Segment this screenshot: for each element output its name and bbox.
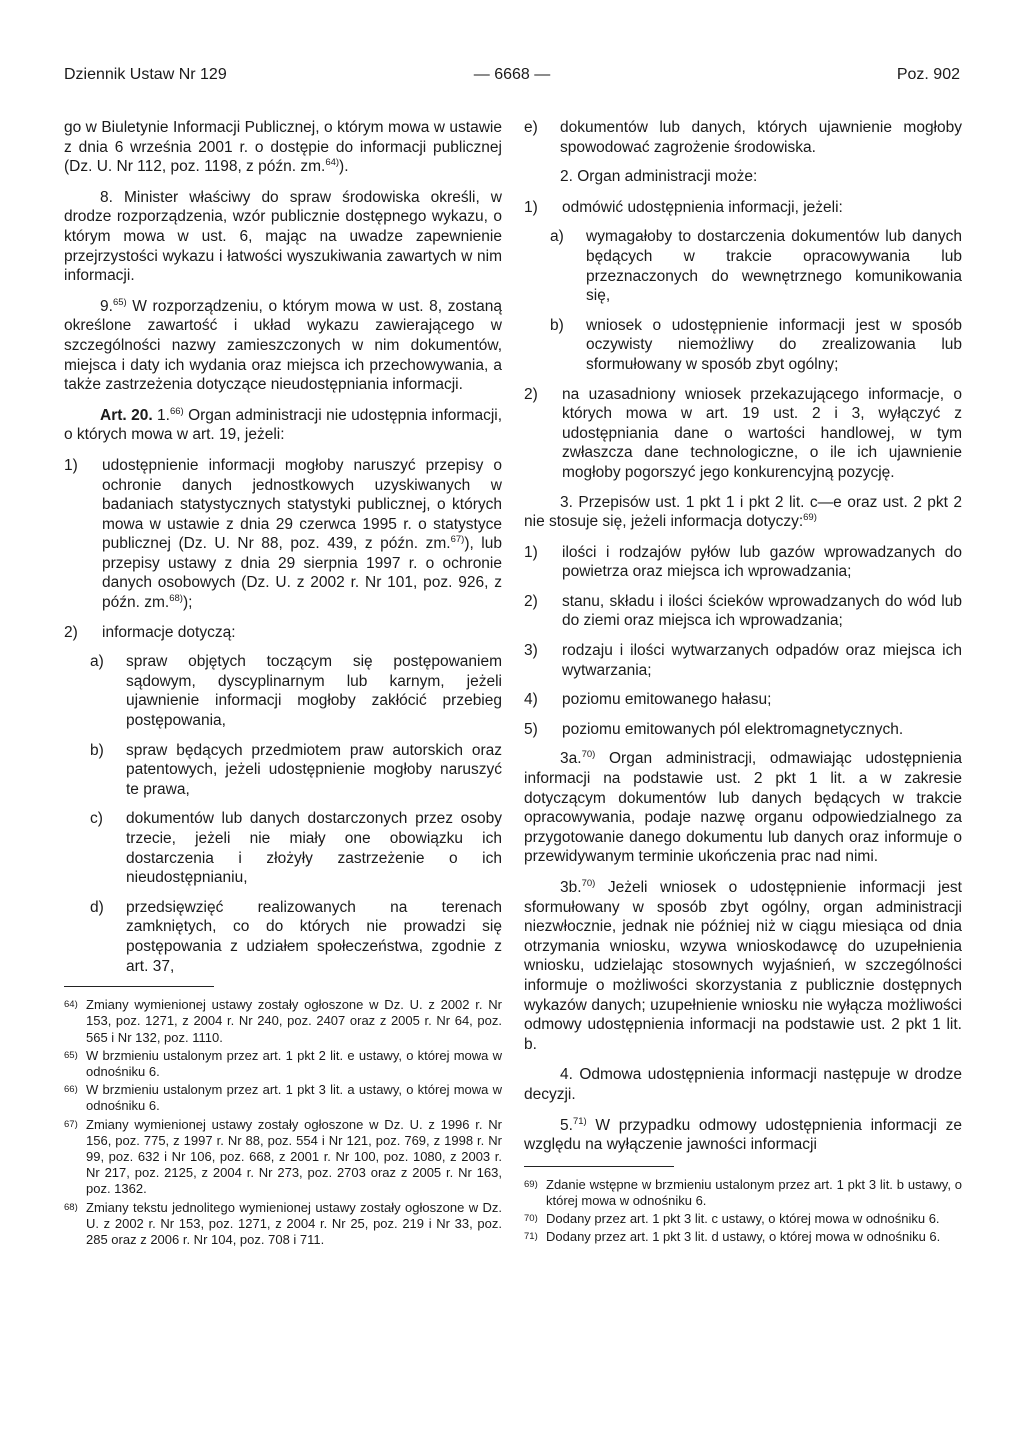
footnote: 67) Zmiany wymienionej ustawy zostały ogłoszone w Dz. U. z 1996 r. Nr 156, poz. 775, z 1997 r. Nr 88, poz. 554 i Nr 121, poz. 769, z 1998 r. Nr 99, poz. 632 i Nr 106, poz. 668, z 2001 r. Nr 100, poz. 1080, z 2003 r. Nr 217, poz. 2125, z 2004 r. Nr 273, poz. 2703 oraz z 2005 r. Nr 163, poz. 1362. — [64, 1116, 502, 1197]
footnote-divider — [524, 1166, 674, 1167]
article-label: Art. 20. — [100, 406, 153, 424]
sub-item: e) dokumentów lub danych, których ujawnienie mogłoby spowodować zagrożenie środowiska. — [524, 119, 962, 156]
paragraph-9: 9.$^{65)}$ W rozporządzeniu, o którym mowa w ust. 8, zostaną określone zawartość i układ wykazu zawierającego w szczególności nazwy zamieszczonych w nim dokumentów, miejsca i daty ich wydania oraz miejsca ich przechowywania, a także zastrzeżenia dotyczące nieudostępniania informacji. — [64, 296, 502, 394]
footnote-ref: 69) — [803, 512, 817, 524]
list-item: 2) stanu, składu i ilości ścieków wprowadzanych do wód lub do ziemi oraz miejsca ich wprowadzania; — [524, 592, 962, 630]
footnote-ref: 70) — [581, 749, 596, 761]
continued-paragraph: go w Biuletynie Informacji Publicznej, o którym mowa w ustawie z dnia 6 września 2001 r. o dostępie do informacji publicznej (Dz. U. Nr 112, poz. 1198, z późn. zm.$^{64)}$). — [64, 119, 502, 176]
right-column — [524, 118, 962, 1248]
list-item: 3) rodzaju i ilości wytwarzanych odpadów oraz miejsca ich wytwarzania; — [524, 642, 962, 679]
paragraph-5: 5.$^{71)}$ W przypadku odmowy udostępnienia informacji ze względu na wyłączenie jawności informacji — [524, 1115, 962, 1154]
footnote-ref: 64) — [325, 157, 340, 169]
footnote-ref: 68) — [169, 593, 183, 605]
footnote: 70) Dodany przez art. 1 pkt 3 lit. c ustawy, o której mowa w odnośniku 6. — [524, 1211, 940, 1227]
left-column — [64, 118, 502, 1250]
sub-item: b) wniosek o udostępnienie informacji jest w sposób oczywisty niemożliwy do zrealizowania lub sformułowany w sposób zbyt ogólny; — [550, 316, 962, 373]
list-item: 2) informacje dotyczą: — [64, 623, 236, 641]
paragraph-4: 4. Odmowa udostępnienia informacji następuje w drodze decyzji. — [524, 1066, 962, 1103]
footnote-ref: 65) — [112, 296, 127, 308]
sub-item: a) wymagałoby to dostarczenia dokumentów lub danych będących w trakcie opracowywania lub przeznaczonych do wewnętrznego komunikowania się, — [550, 228, 962, 305]
footnote-ref: 66) — [169, 405, 184, 417]
position-number: Poz. 902 — [896, 66, 960, 83]
footnote: 66) W brzmieniu ustalonym przez art. 1 pkt 3 lit. a ustawy, o której mowa w odnośniku 6. — [64, 1082, 502, 1114]
footnote: 65) W brzmieniu ustalonym przez art. 1 pkt 2 lit. e ustawy, o której mowa w odnośniku 6. — [64, 1047, 502, 1079]
list-item: 5) poziomu emitowanych pól elektromagnetycznych. — [524, 720, 904, 738]
footnote-ref: 70) — [581, 878, 596, 889]
sub-item: a) spraw objętych toczącym się postępowaniem sądowym, dyscyplinarnym lub karnym, jeżeli ujawnienie informacji mogłoby zakłócić przebieg postępowania, — [90, 653, 502, 730]
footnotes-left — [64, 997, 502, 1248]
footnote-ref: 71) — [572, 1115, 587, 1127]
list-item: 1) odmówić udostępnienia informacji, jeżeli: — [524, 198, 843, 216]
footnote: 68) Zmiany tekstu jednolitego wymienionej ustawy zostały ogłoszone w Dz. U. z 2002 r. Nr 153, poz. 1271, z 2004 r. Nr 25, poz. 219 i Nr 33, poz. 285 oraz z 2006 r. Nr 104, poz. 708 i 711. — [64, 1199, 502, 1247]
footnote: 64) Zmiany wymienionej ustawy zostały ogłoszone w Dz. U. z 2002 r. Nr 153, poz. 1271, z 2004 r. Nr 240, poz. 2407 oraz z 2005 r. Nr 64, poz. 565 i Nr 132, poz. 1110. — [64, 997, 502, 1045]
sub-item: c) dokumentów lub danych dostarczonych przez osoby trzecie, jeżeli nie miały one obowiązku ich dostarczenia i złożyły zastrzeżenie o ich nieudostępnianiu, — [90, 810, 502, 887]
footnote-divider — [64, 986, 214, 987]
footnotes-right — [524, 1177, 962, 1246]
article-20: Art. 20. 1.$^{66)}$ Organ administracji nie udostępnia informacji, o których mowa w art. 19, jeżeli: — [64, 405, 503, 444]
list-item: 1) udostępnienie informacji mogłoby naruszyć przepisy o ochronie danych jednostkowych uzyskiwanych w badaniach statystycznych statystyki publicznej, o których mowa w ustawie z dnia 29 czerwca 1995 r. o statystyce publicznej (Dz. U. Nr 88, poz. 439, z późn. zm.$^{67)}$), lub przepisy ustawy z dnia 29 sierpnia 1997 r. o ochronie danych osobowych (Dz. U. z 2002 r. Nr 101, poz. 926, z późn. zm.$^{68)}$); — [64, 456, 502, 612]
paragraph-2: 2. Organ administracji może: — [560, 168, 758, 186]
sub-item: b) spraw będących przedmiotem praw autorskich oraz patentowych, jeżeli udostępnienie mogłoby naruszyć te prawa, — [90, 741, 502, 798]
page-number: — 6668 — — [473, 66, 551, 83]
paragraph-3a: 3a.$^{70)}$ Organ administracji, odmawiając udostępnienia informacji na podstawie ust. 2 pkt 1 lit. a w zakresie dotyczącym dokumentów lub danych będących w trakcie opracowywania, podaje nazwę organu odpowiedzialnego za przygotowanie danego dokumentu lub danych oraz informuje o przewidywanym terminie ukończenia prac nad nimi. — [524, 749, 962, 866]
list-item: 2) na uzasadniony wniosek przekazującego informacje, o których mowa w art. 19 ust. 2 i 3, wyłączyć z udostępniania dane o wartości handlowej, w tym zwłaszcza dane technologiczne, o ile ich ujawnienie mogłoby pogorszyć jego konkurencyjną pozycję. — [524, 385, 962, 481]
list-item: 1) ilości i rodzajów pyłów lub gazów wprowadzanych do powietrza oraz miejsca ich wprowadzania; — [524, 543, 962, 581]
footnote: 69) Zdanie wstępne w brzmieniu ustalonym przez art. 1 pkt 3 lit. b ustawy, o której mowa w odnośniku 6. — [524, 1176, 962, 1208]
list-item: 4) poziomu emitowanego hałasu; — [524, 691, 772, 709]
paragraph-8: 8. Minister właściwy do spraw środowiska określi, w drodze rozporządzenia, wzór publicznie dostępnego wykazu, o którym mowa w ust. 6, mając na uwadze zapewnienie przejrzystości wykazu i łatwości wyszukiwania zawartych w nim informacji. — [64, 188, 502, 285]
footnote-ref: 67) — [450, 534, 465, 546]
paragraph-3b: 3b.$^{70)}$ Jeżeli wniosek o udostępnienie informacji jest sformułowany w sposób zbyt ogólny, organ administracji niezwłocznie, jednak nie później niż w ciągu miesiąca od dnia otrzymania wniosku, wzywa wnioskodawcę do uzupełnienia wniosku, udzielając stosownych wyjaśnień, w szczególności informuje o możliwości skorzystania z publicznie dostępnych wykazów danych; uzupełnienie wniosku nie wyłącza możliwości odmowy udostępnienia informacji na podstawie ust. 2 pkt 1 lit. b. — [524, 878, 962, 1053]
paragraph-3: 3. Przepisów ust. 1 pkt 1 i pkt 2 lit. c—e oraz ust. 2 pkt 2 nie stosuje się, jeżeli informacja dotyczy:$^{69)}$ — [524, 493, 962, 531]
journal-title: Dziennik Ustaw Nr 129 — [64, 66, 227, 83]
footnote: 71) Dodany przez art. 1 pkt 3 lit. d ustawy, o której mowa w odnośniku 6. — [524, 1229, 941, 1245]
sub-item: d) przedsięwzięć realizowanych na terenach zamkniętych, co do których nie prowadzi się postępowania z udziałem społeczeństwa, zgodnie z art. 37, — [90, 898, 502, 975]
page-header — [64, 66, 960, 88]
